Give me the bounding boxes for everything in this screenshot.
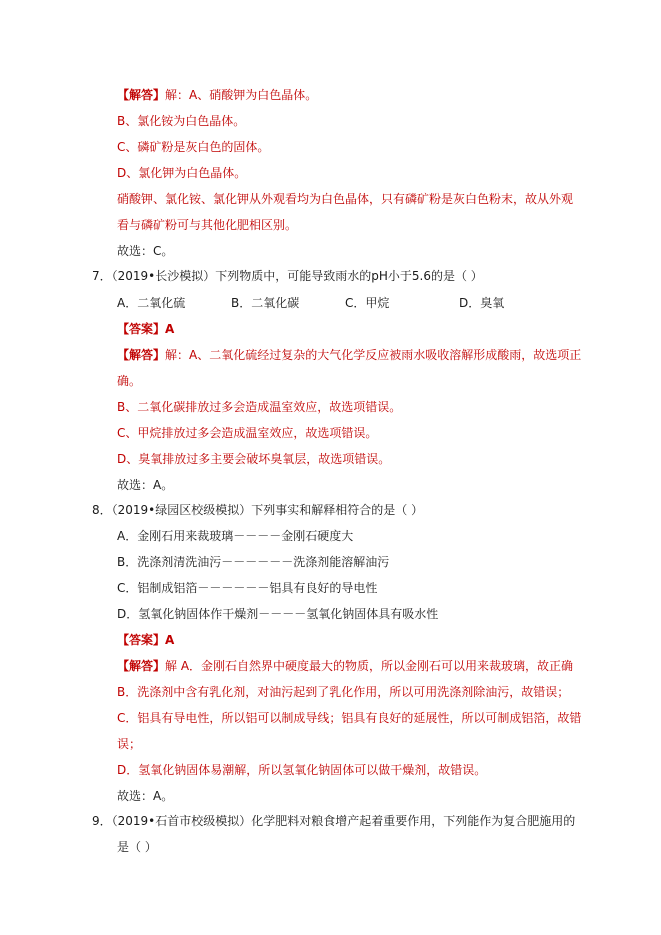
q8-analysis-line3: C．铝具有导电性，所以铝可以制成导线；铝具有良好的延展性，所以可制成铝箔，故错 bbox=[117, 711, 582, 725]
q9-stem-line2: 是（ ） bbox=[117, 840, 157, 854]
q7-analysis-line2: 确。 bbox=[117, 374, 142, 388]
block1-line1 bbox=[117, 87, 317, 103]
analysis-label: 【解答】 bbox=[117, 348, 166, 362]
q7-analysis-line3: B、二氧化碳排放过多会造成温室效应，故选项错误。 bbox=[117, 400, 402, 414]
q8-stem: 8．（2019•绿园区校级模拟）下列事实和解释相符合的是（ ） bbox=[92, 503, 424, 517]
analysis-text: 解：A、硝酸钾为白色晶体。 bbox=[165, 88, 318, 102]
q8-answer: 【答案】A bbox=[117, 633, 175, 647]
q7-option-b: B．二氧化碳 bbox=[231, 296, 300, 310]
q8-option-d: D．氢氧化钠固体作干燥剂－－－－氢氧化钠固体具有吸水性 bbox=[117, 607, 439, 621]
q8-analysis-line2: B．洗涤剂中含有乳化剂，对油污起到了乳化作用，所以可用洗涤剂除油污，故错误； bbox=[117, 685, 570, 699]
q8-conclusion: 故选：A。 bbox=[117, 789, 174, 803]
block1-line5: 硝酸钾、氯化铵、氯化钾从外观看均为白色晶体，只有磷矿粉是灰白色粉末，故从外观 bbox=[117, 192, 574, 206]
q7-stem: 7．（2019•长沙模拟）下列物质中，可能导致雨水的pH小于5.6的是（ ） bbox=[92, 269, 483, 283]
q8-option-a: A．金刚石用来裁玻璃－－－－金刚石硬度大 bbox=[117, 529, 354, 543]
q8-option-c: C．铝制成铝箔－－－－－－铝具有良好的导电性 bbox=[117, 581, 378, 595]
q7-option-c: C．甲烷 bbox=[345, 296, 390, 310]
block1-line6: 看与磷矿粉可与其他化肥相区别。 bbox=[117, 218, 298, 232]
q8-analysis-line4: 误； bbox=[117, 737, 142, 751]
block1-line3: C、磷矿粉是灰白色的固体。 bbox=[117, 140, 270, 154]
block1-line4: D、氯化钾为白色晶体。 bbox=[117, 166, 247, 180]
q7-option-a: A．二氧化硫 bbox=[117, 296, 186, 310]
analysis-text: 解：A、二氧化硫经过复杂的大气化学反应被雨水吸收溶解形成酸雨，故选项正 bbox=[165, 348, 582, 362]
block1-line2: B、氯化铵为白色晶体。 bbox=[117, 114, 246, 128]
analysis-label: 【解答】 bbox=[117, 659, 166, 673]
q7-analysis-line1 bbox=[117, 347, 581, 363]
analysis-text: 解 A．金刚石自然界中硬度最大的物质，所以金刚石可以用来裁玻璃，故正确 bbox=[165, 659, 574, 673]
block1-conclusion: 故选：C。 bbox=[117, 244, 174, 258]
analysis-label: 【解答】 bbox=[117, 88, 166, 102]
q7-analysis-line4: C、甲烷排放过多会造成温室效应，故选项错误。 bbox=[117, 426, 378, 440]
q7-option-d: D．臭氧 bbox=[459, 296, 505, 310]
q8-analysis-line1 bbox=[117, 658, 573, 674]
q9-stem-line1: 9．（2019•石首市校级模拟）化学肥料对粮食增产起着重要作用，下列能作为复合肥施用的 bbox=[92, 814, 576, 828]
q7-conclusion: 故选：A。 bbox=[117, 478, 174, 492]
q8-option-b: B．洗涤剂清洗油污－－－－－－洗涤剂能溶解油污 bbox=[117, 555, 390, 569]
q7-analysis-line5: D、臭氧排放过多主要会破坏臭氧层，故选项错误。 bbox=[117, 452, 391, 466]
q8-analysis-line5: D．氢氧化钠固体易潮解，所以氢氧化钠固体可以做干燥剂，故错误。 bbox=[117, 763, 487, 777]
q7-answer: 【答案】A bbox=[117, 322, 175, 336]
